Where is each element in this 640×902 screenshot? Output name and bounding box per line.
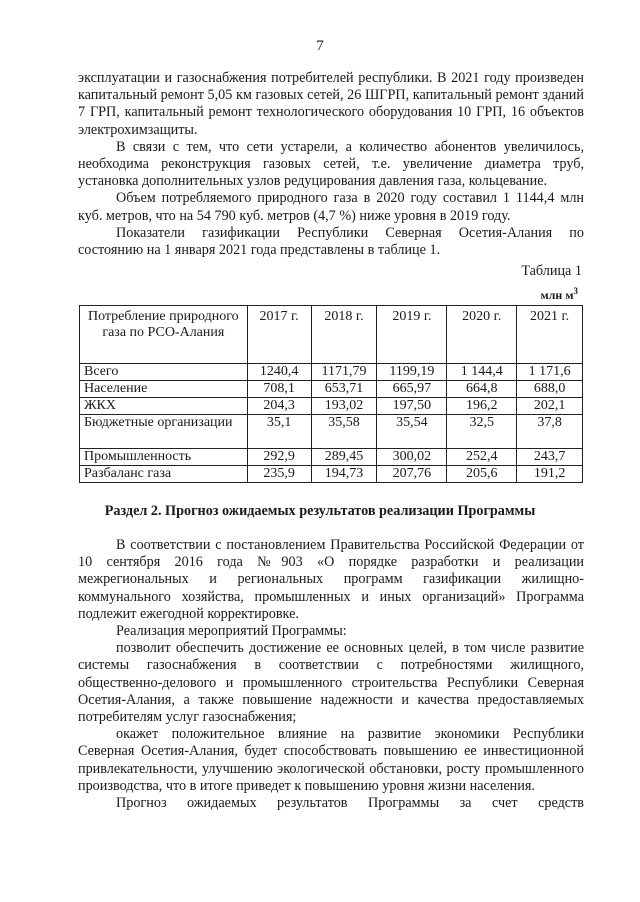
section-text-block (78, 537, 584, 812)
header-cell: Потребление природного газа по РСО-Алания (80, 306, 248, 364)
table-cell: 289,45 (311, 449, 377, 466)
page-number: 7 (316, 38, 324, 54)
paragraph: Показатели газификации Республики Северная Осетия-Алания по состоянию на 1 января 2021 года представлены в таблице 1. (78, 224, 584, 259)
table-cell: 35,58 (311, 415, 377, 449)
header-cell: 2021 г. (517, 306, 583, 364)
table-unit-superscript: 3 (573, 286, 578, 296)
table-cell: 665,97 (377, 381, 447, 398)
intro-text-block (78, 70, 584, 259)
table-row (80, 466, 583, 483)
row-label: ЖКХ (80, 398, 248, 415)
table-cell: 197,50 (377, 398, 447, 415)
table-cell: 207,76 (377, 466, 447, 483)
table-cell: 193,02 (311, 398, 377, 415)
table-cell: 35,54 (377, 415, 447, 449)
table-cell: 32,5 (447, 415, 517, 449)
table-cell: 1240,4 (247, 364, 311, 381)
table-header-row (80, 306, 583, 364)
table-cell: 191,2 (517, 466, 583, 483)
table-row (80, 449, 583, 466)
table-cell: 708,1 (247, 381, 311, 398)
table-cell: 235,9 (247, 466, 311, 483)
table-cell: 1171,79 (311, 364, 377, 381)
row-label: Промышленность (80, 449, 248, 466)
table-caption: Таблица 1 (521, 263, 582, 279)
table-cell: 194,73 (311, 466, 377, 483)
table-row (80, 398, 583, 415)
table-cell: 202,1 (517, 398, 583, 415)
row-label: Всего (80, 364, 248, 381)
paragraph: окажет положительное влияние на развитие экономики Республики Северная Осетия-Алания, будет способствовать повышению ее инвестиционной привлекательности, улучшению экологической обстановки, росту промышленного производства, что в итоге приведет к повышению уровня жизни населения. (78, 726, 584, 794)
table-cell: 243,7 (517, 449, 583, 466)
table-cell: 1199,19 (377, 364, 447, 381)
table-cell: 37,8 (517, 415, 583, 449)
section-heading: Раздел 2. Прогноз ожидаемых результатов реализации Программы (104, 503, 536, 519)
paragraph: позволит обеспечить достижение ее основных целей, в том числе развитие системы газоснабжения в соответствии с потребностями жилищного, общественно-делового и промышленного строительства Республики Северная Осетия-Алания, а также повышение надежности и качества предоставляемых потребителям услуг газоснабжения; (78, 640, 584, 726)
table-cell: 196,2 (447, 398, 517, 415)
paragraph: В соответствии с постановлением Правительства Российской Федерации от 10 сентября 2016 года №903 «О порядке разработки и реализации межрегиональных и региональных программ газификации жилищно-коммунального хозяйства, промышленных и иных организаций» Программа подлежит ежегодной корректировке. (78, 537, 584, 622)
table-cell: 688,0 (517, 381, 583, 398)
paragraph: Прогноз ожидаемых результатов Программы за счет средств (116, 795, 584, 812)
header-cell: 2018 г. (311, 306, 377, 364)
table-cell: 252,4 (447, 449, 517, 466)
paragraph: эксплуатации и газоснабжения потребителей республики. В 2021 году произведен капитальный ремонт 5,05 км газовых сетей, 26 ШГРП, капитальный ремонт зданий 7 ГРП, капитальный ремонт технологического оборудования 10 ГРП, 16 объектов электрохимзащиты. (78, 70, 584, 138)
table-row (80, 381, 583, 398)
table-cell: 300,02 (377, 449, 447, 466)
table-unit (541, 286, 579, 303)
row-label: Разбаланс газа (80, 466, 248, 483)
table-cell: 205,6 (447, 466, 517, 483)
table-cell: 1 171,6 (517, 364, 583, 381)
gas-consumption-table (79, 305, 583, 483)
table-row (80, 415, 583, 449)
table-cell: 204,3 (247, 398, 311, 415)
header-cell: 2019 г. (377, 306, 447, 364)
table-cell: 292,9 (247, 449, 311, 466)
paragraph: Объем потребляемого природного газа в 2020 году составил 1 1144,4 млн куб. метров, что на 54 790 куб. метров (4,7 %) ниже уровня в 2019 году. (78, 190, 584, 224)
header-cell: 2020 г. (447, 306, 517, 364)
paragraph: В связи с тем, что сети устарели, а количество абонентов увеличилось, необходима реконструкция газовых сетей, т.е. увеличение диаметра труб, установка дополнительных узлов редуцирования давления газа, кольцевание. (78, 138, 584, 190)
table-cell: 664,8 (447, 381, 517, 398)
header-cell: 2017 г. (247, 306, 311, 364)
table-cell: 1 144,4 (447, 364, 517, 381)
table-row (80, 364, 583, 381)
row-label: Бюджетные организации (80, 415, 248, 449)
table-cell: 35,1 (247, 415, 311, 449)
row-label: Население (80, 381, 248, 398)
table-cell: 653,71 (311, 381, 377, 398)
table-unit-text: млн м (540, 288, 574, 302)
paragraph: Реализация мероприятий Программы: (116, 623, 347, 640)
